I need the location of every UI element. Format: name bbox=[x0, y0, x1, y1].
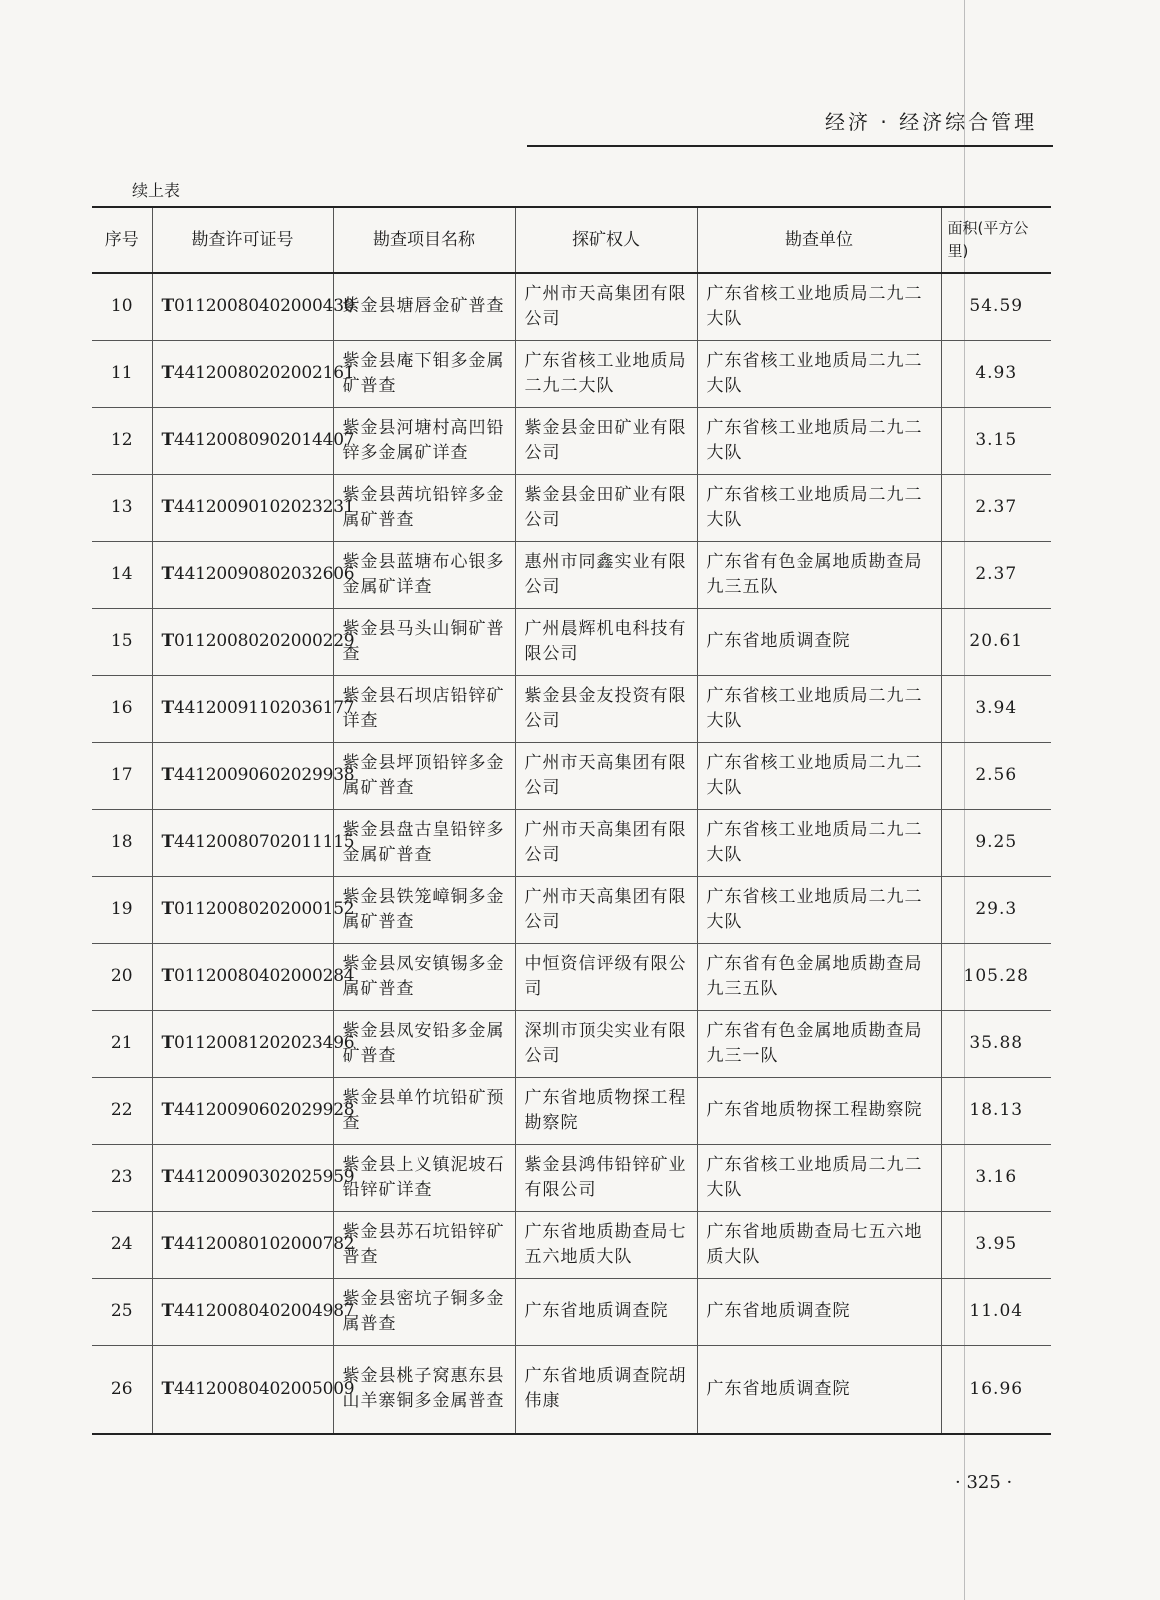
cell-license bbox=[152, 1144, 355, 1211]
license-prefix: T bbox=[161, 430, 174, 450]
table-row bbox=[92, 1077, 1051, 1144]
license-number: 01120080402000430 bbox=[173, 296, 355, 317]
cell-license bbox=[152, 407, 355, 474]
cell-no: 15 bbox=[92, 608, 152, 675]
cell-unit: 广东省有色金属地质勘查局九三一队 bbox=[697, 1010, 941, 1077]
table-row bbox=[92, 1278, 1051, 1345]
cell-license bbox=[152, 1077, 355, 1144]
cell-area: 9.25 bbox=[941, 809, 1051, 876]
cell-no: 25 bbox=[92, 1278, 152, 1345]
license-prefix: T bbox=[161, 1301, 174, 1321]
cell-area: 2.37 bbox=[941, 541, 1051, 608]
license-prefix: T bbox=[161, 698, 174, 718]
cell-no: 21 bbox=[92, 1010, 152, 1077]
cell-area: 105.28 bbox=[941, 943, 1051, 1010]
cell-no: 22 bbox=[92, 1077, 152, 1144]
cell-no: 26 bbox=[92, 1345, 152, 1434]
license-number: 44120090602029938 bbox=[173, 765, 355, 785]
cell-unit: 广东省核工业地质局二九二大队 bbox=[697, 809, 941, 876]
col-header-no: 序号 bbox=[92, 207, 152, 273]
cell-project: 紫金县上义镇泥坡石铅锌矿详查 bbox=[333, 1144, 515, 1211]
cell-project: 紫金县茜坑铅锌多金属矿普查 bbox=[333, 474, 515, 541]
cell-project: 紫金县坪顶铅锌多金属矿普查 bbox=[333, 742, 515, 809]
cell-project: 紫金县马头山铜矿普查 bbox=[333, 608, 515, 675]
table-row bbox=[92, 608, 1051, 675]
table-caption: 续上表 bbox=[132, 181, 181, 200]
cell-license bbox=[152, 809, 355, 876]
cell-license bbox=[152, 742, 355, 809]
license-number: 44120080902014407 bbox=[173, 430, 355, 450]
cell-license bbox=[152, 474, 355, 541]
cell-holder: 广东省地质勘查局七五六地质大队 bbox=[515, 1211, 697, 1278]
cell-unit: 广东省有色金属地质勘查局九三五队 bbox=[697, 943, 941, 1010]
table-row bbox=[92, 1345, 1051, 1434]
cell-area: 20.61 bbox=[941, 608, 1051, 675]
license-prefix: T bbox=[161, 296, 174, 317]
cell-project: 紫金县单竹坑铅矿预查 bbox=[333, 1077, 515, 1144]
table-row bbox=[92, 1010, 1051, 1077]
license-number: 44120090102023231 bbox=[173, 497, 355, 517]
cell-no: 14 bbox=[92, 541, 152, 608]
cell-area: 16.96 bbox=[941, 1345, 1051, 1434]
license-prefix: T bbox=[161, 765, 174, 785]
col-header-area: 面积(平方公里) bbox=[941, 207, 1051, 273]
cell-area: 11.04 bbox=[941, 1278, 1051, 1345]
cell-license bbox=[152, 675, 355, 742]
license-prefix: T bbox=[161, 564, 174, 584]
cell-license bbox=[152, 541, 355, 608]
table-row bbox=[92, 1144, 1051, 1211]
cell-unit: 广东省核工业地质局二九二大队 bbox=[697, 1144, 941, 1211]
cell-project: 紫金县苏石坑铅锌矿普查 bbox=[333, 1211, 515, 1278]
cell-holder: 广东省核工业地质局二九二大队 bbox=[515, 340, 697, 407]
cell-unit: 广东省核工业地质局二九二大队 bbox=[697, 742, 941, 809]
license-prefix: T bbox=[161, 1234, 174, 1254]
table-row bbox=[92, 943, 1051, 1010]
cell-area: 3.95 bbox=[941, 1211, 1051, 1278]
license-number: 01120081202023496 bbox=[173, 1033, 355, 1053]
cell-project: 紫金县凤安铅多金属矿普查 bbox=[333, 1010, 515, 1077]
col-header-unit: 勘查单位 bbox=[697, 207, 941, 273]
license-number: 44120091102036177 bbox=[173, 698, 355, 718]
cell-license bbox=[152, 1278, 355, 1345]
cell-area: 2.37 bbox=[941, 474, 1051, 541]
cell-no: 10 bbox=[92, 273, 152, 340]
license-number: 44120090602029928 bbox=[173, 1100, 355, 1120]
cell-holder: 紫金县金田矿业有限公司 bbox=[515, 474, 697, 541]
license-prefix: T bbox=[161, 832, 174, 852]
cell-project: 紫金县河塘村高凹铅锌多金属矿详查 bbox=[333, 407, 515, 474]
cell-project: 紫金县凤安镇锡多金属矿普查 bbox=[333, 943, 515, 1010]
cell-license bbox=[152, 1345, 355, 1434]
cell-holder: 紫金县鸿伟铅锌矿业有限公司 bbox=[515, 1144, 697, 1211]
cell-no: 18 bbox=[92, 809, 152, 876]
cell-unit: 广东省核工业地质局二九二大队 bbox=[697, 273, 941, 340]
cell-unit: 广东省地质调查院 bbox=[697, 1345, 941, 1434]
cell-area: 54.59 bbox=[941, 273, 1051, 340]
cell-area: 4.93 bbox=[941, 340, 1051, 407]
table-row bbox=[92, 809, 1051, 876]
license-number: 44120080102000782 bbox=[173, 1234, 355, 1254]
cell-area: 35.88 bbox=[941, 1010, 1051, 1077]
cell-unit: 广东省地质勘查局七五六地质大队 bbox=[697, 1211, 941, 1278]
table-row bbox=[92, 675, 1051, 742]
cell-holder: 中恒资信评级有限公司 bbox=[515, 943, 697, 1010]
cell-holder: 深圳市顶尖实业有限公司 bbox=[515, 1010, 697, 1077]
cell-no: 13 bbox=[92, 474, 152, 541]
cell-no: 19 bbox=[92, 876, 152, 943]
cell-holder: 广州市天高集团有限公司 bbox=[515, 809, 697, 876]
license-number: 44120080402005009 bbox=[173, 1378, 355, 1399]
cell-unit: 广东省地质调查院 bbox=[697, 608, 941, 675]
exploration-license-table bbox=[92, 206, 1051, 1435]
cell-area: 18.13 bbox=[941, 1077, 1051, 1144]
cell-holder: 广东省地质物探工程勘察院 bbox=[515, 1077, 697, 1144]
cell-holder: 广东省地质调查院胡伟康 bbox=[515, 1345, 697, 1434]
cell-holder: 紫金县金田矿业有限公司 bbox=[515, 407, 697, 474]
cell-license bbox=[152, 608, 355, 675]
cell-project: 紫金县铁笼嶂铜多金属矿普查 bbox=[333, 876, 515, 943]
license-prefix: T bbox=[161, 1033, 174, 1053]
license-number: 01120080402000284 bbox=[173, 966, 355, 986]
license-prefix: T bbox=[161, 1100, 174, 1120]
table-header-row bbox=[92, 207, 1051, 273]
cell-project: 紫金县塘唇金矿普查 bbox=[333, 273, 515, 340]
table-row bbox=[92, 541, 1051, 608]
cell-unit: 广东省地质物探工程勘察院 bbox=[697, 1077, 941, 1144]
license-number: 44120080202002161 bbox=[173, 363, 355, 383]
cell-no: 20 bbox=[92, 943, 152, 1010]
cell-unit: 广东省核工业地质局二九二大队 bbox=[697, 675, 941, 742]
cell-no: 12 bbox=[92, 407, 152, 474]
cell-area: 2.56 bbox=[941, 742, 1051, 809]
cell-holder: 广州晨辉机电科技有限公司 bbox=[515, 608, 697, 675]
cell-no: 11 bbox=[92, 340, 152, 407]
cell-license bbox=[152, 1211, 355, 1278]
cell-license bbox=[152, 943, 355, 1010]
license-prefix: T bbox=[161, 966, 174, 986]
license-prefix: T bbox=[161, 899, 174, 919]
cell-project: 紫金县庵下钼多金属矿普查 bbox=[333, 340, 515, 407]
header-rule bbox=[527, 145, 1053, 147]
license-number: 01120080202000229 bbox=[173, 631, 355, 651]
cell-area: 29.3 bbox=[941, 876, 1051, 943]
cell-holder: 惠州市同鑫实业有限公司 bbox=[515, 541, 697, 608]
license-number: 01120080202000152 bbox=[173, 899, 355, 919]
table-row bbox=[92, 876, 1051, 943]
cell-area: 3.15 bbox=[941, 407, 1051, 474]
cell-unit: 广东省核工业地质局二九二大队 bbox=[697, 876, 941, 943]
table-row bbox=[92, 1211, 1051, 1278]
col-header-project: 勘查项目名称 bbox=[333, 207, 515, 273]
table-row bbox=[92, 273, 1051, 340]
license-prefix: T bbox=[161, 497, 174, 517]
cell-license bbox=[152, 273, 355, 340]
table-row bbox=[92, 742, 1051, 809]
license-number: 44120090302025959 bbox=[173, 1167, 355, 1187]
cell-holder: 广东省地质调查院 bbox=[515, 1278, 697, 1345]
cell-holder: 紫金县金友投资有限公司 bbox=[515, 675, 697, 742]
cell-holder: 广州市天高集团有限公司 bbox=[515, 876, 697, 943]
cell-project: 紫金县蓝塘布心银多金属矿详查 bbox=[333, 541, 515, 608]
cell-unit: 广东省核工业地质局二九二大队 bbox=[697, 474, 941, 541]
license-number: 44120090802032606 bbox=[173, 564, 355, 584]
cell-project: 紫金县桃子窝惠东县山羊寨铜多金属普查 bbox=[333, 1345, 515, 1434]
cell-unit: 广东省核工业地质局二九二大队 bbox=[697, 340, 941, 407]
page-number: · 325 · bbox=[955, 1472, 1013, 1493]
cell-no: 16 bbox=[92, 675, 152, 742]
license-number: 44120080402004987 bbox=[173, 1301, 355, 1321]
license-prefix: T bbox=[161, 631, 174, 651]
cell-project: 紫金县密坑子铜多金属普查 bbox=[333, 1278, 515, 1345]
table-row bbox=[92, 407, 1051, 474]
license-number: 44120080702011115 bbox=[173, 832, 355, 852]
cell-area: 3.16 bbox=[941, 1144, 1051, 1211]
license-prefix: T bbox=[161, 363, 174, 383]
table-row bbox=[92, 340, 1051, 407]
cell-holder: 广州市天高集团有限公司 bbox=[515, 273, 697, 340]
cell-no: 24 bbox=[92, 1211, 152, 1278]
cell-unit: 广东省地质调查院 bbox=[697, 1278, 941, 1345]
cell-project: 紫金县石坝店铅锌矿详查 bbox=[333, 675, 515, 742]
cell-license bbox=[152, 340, 355, 407]
col-header-holder: 探矿权人 bbox=[515, 207, 697, 273]
cell-no: 17 bbox=[92, 742, 152, 809]
cell-unit: 广东省有色金属地质勘查局九三五队 bbox=[697, 541, 941, 608]
cell-area: 3.94 bbox=[941, 675, 1051, 742]
cell-project: 紫金县盘古皇铅锌多金属矿普查 bbox=[333, 809, 515, 876]
cell-holder: 广州市天高集团有限公司 bbox=[515, 742, 697, 809]
license-prefix: T bbox=[161, 1378, 174, 1399]
cell-unit: 广东省核工业地质局二九二大队 bbox=[697, 407, 941, 474]
license-prefix: T bbox=[161, 1167, 174, 1187]
col-header-license: 勘查许可证号 bbox=[152, 207, 333, 273]
table-row bbox=[92, 474, 1051, 541]
cell-no: 23 bbox=[92, 1144, 152, 1211]
cell-license bbox=[152, 876, 355, 943]
cell-license bbox=[152, 1010, 355, 1077]
running-header: 经济 · 经济综合管理 bbox=[825, 110, 1038, 134]
